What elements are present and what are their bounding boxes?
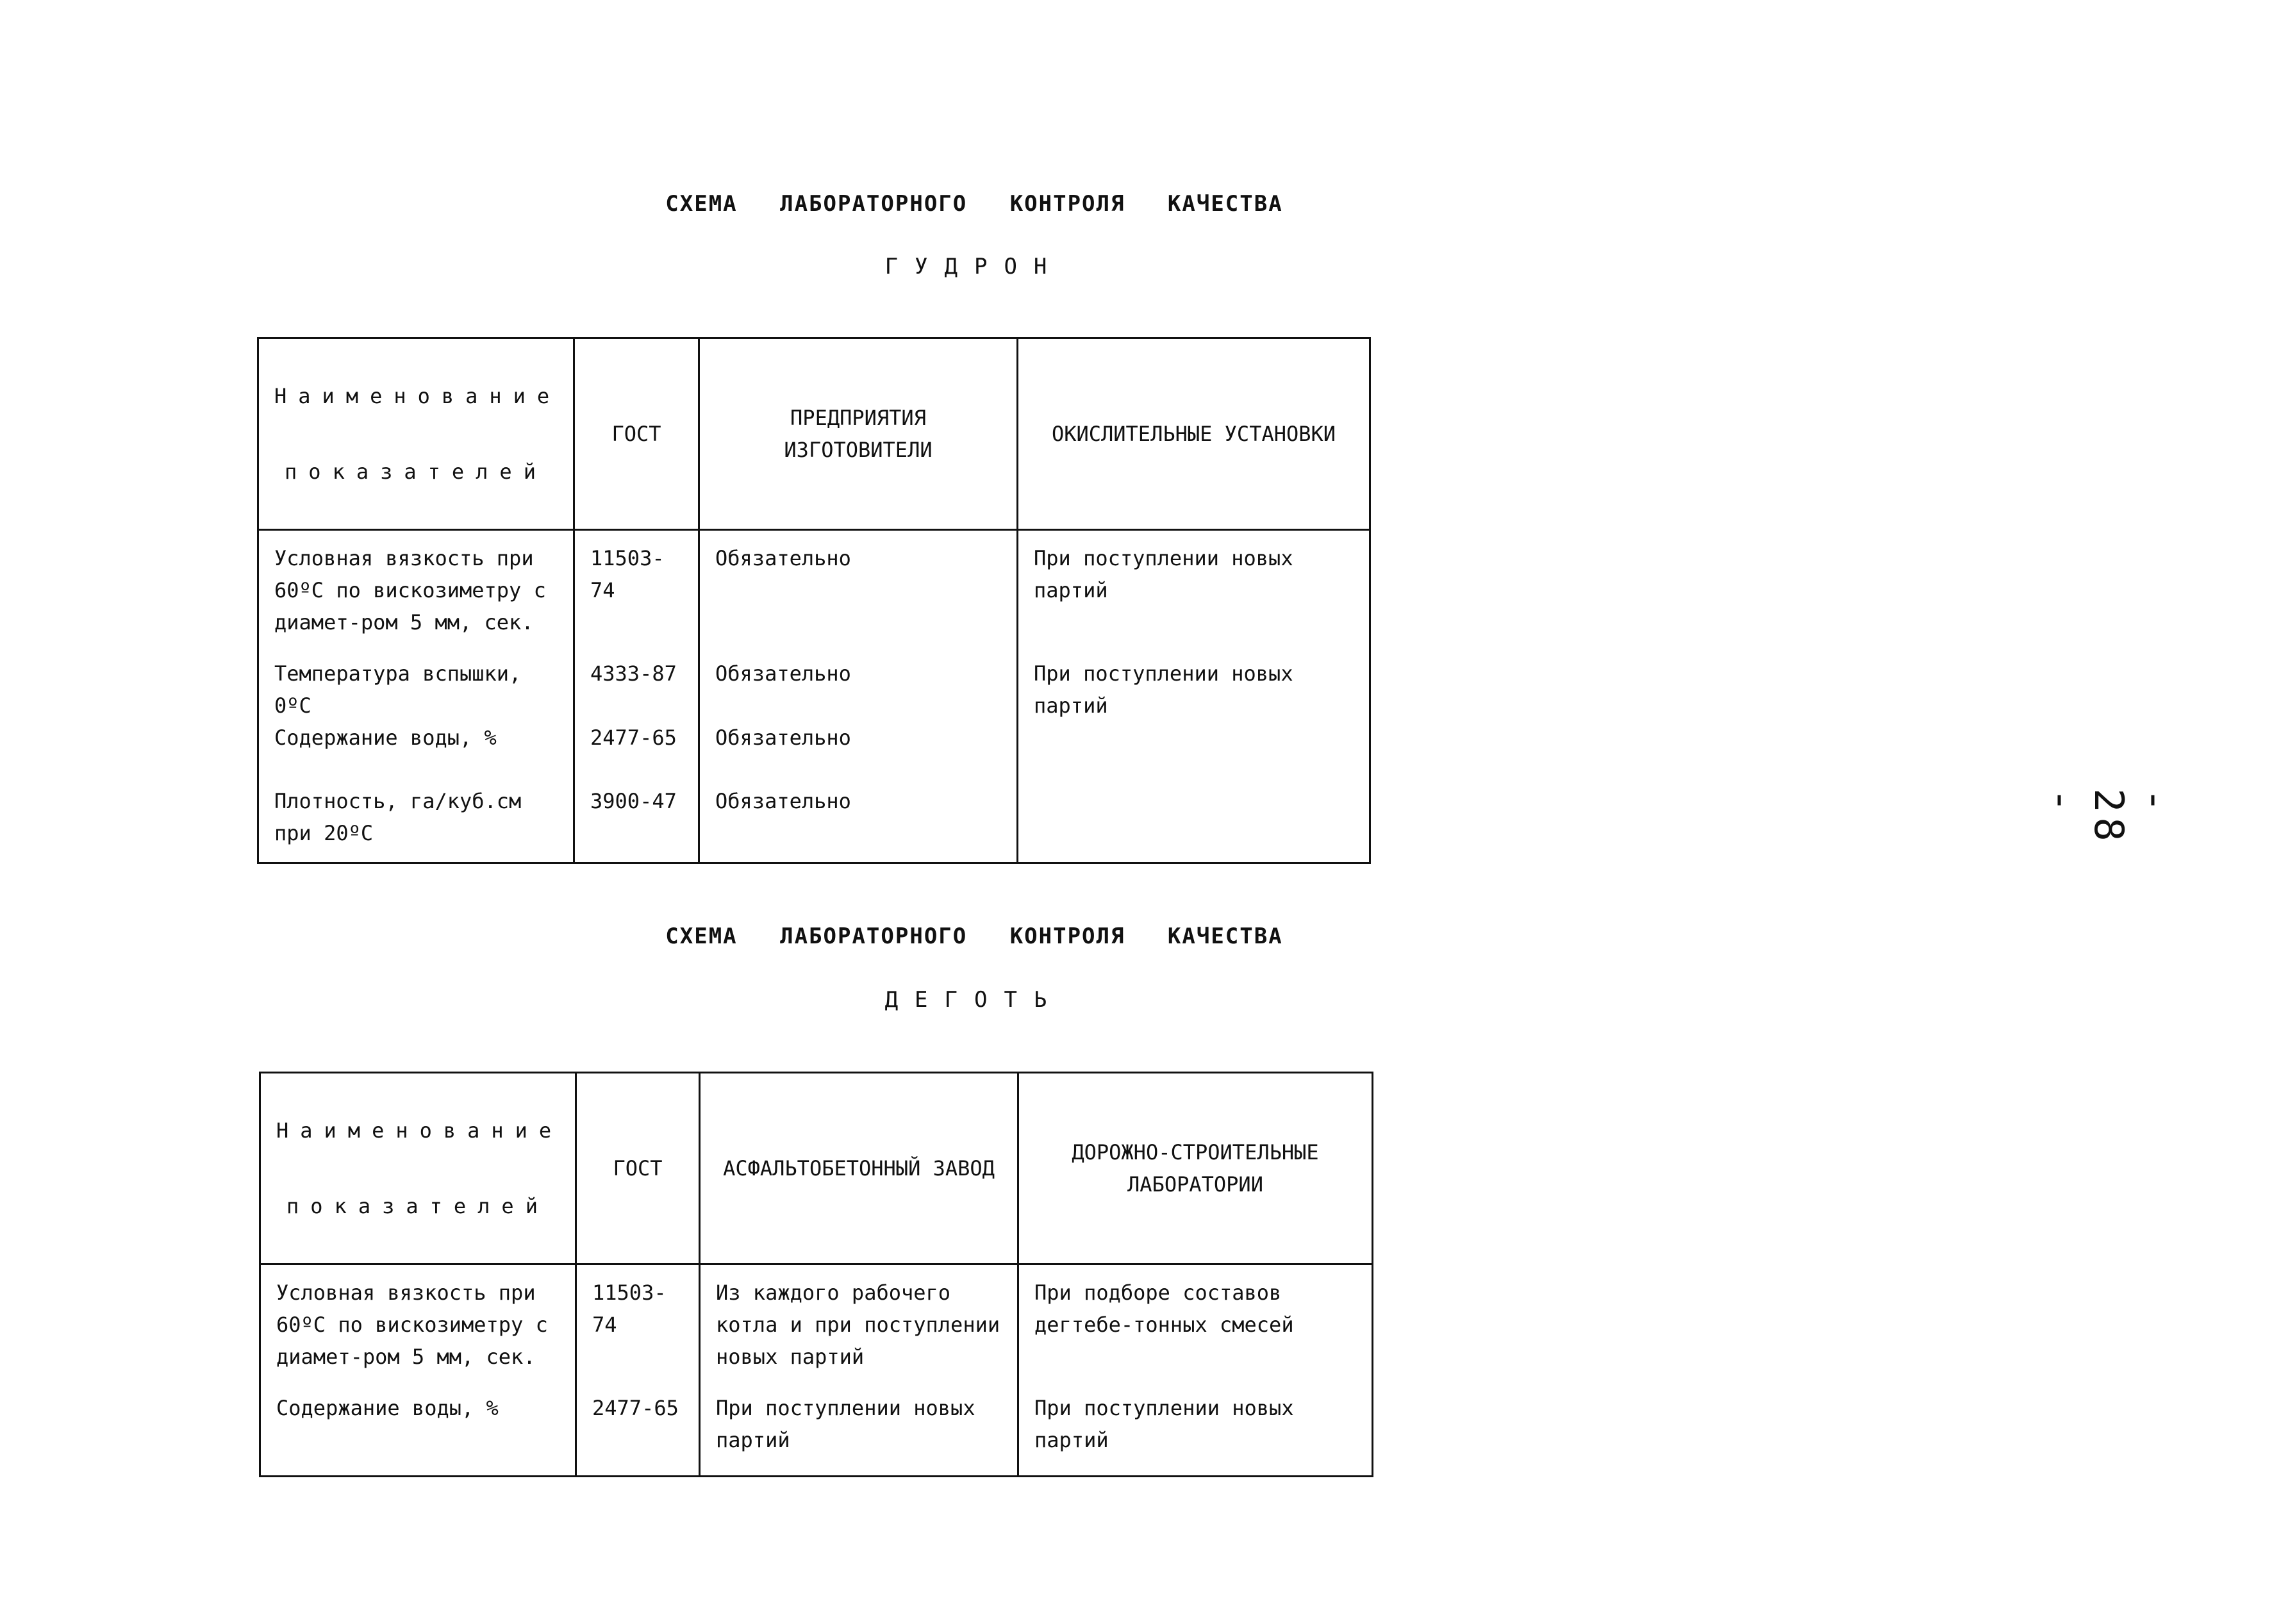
header-indicator-name: Наименование показателей bbox=[258, 338, 574, 530]
quality-table-gudron bbox=[257, 337, 1371, 864]
header-gost: ГОСТ bbox=[574, 338, 699, 530]
cell-col1: Обязательно bbox=[699, 722, 1018, 785]
cell-col2: При подборе составов дегтебе-тонных смесей bbox=[1018, 1264, 1373, 1393]
cell-col1: Обязательно bbox=[699, 658, 1018, 722]
cell-gost: 11503-74 bbox=[576, 1264, 700, 1393]
cell-col2: При поступлении новых партий bbox=[1018, 658, 1370, 722]
cell-gost: 2477-65 bbox=[576, 1392, 700, 1477]
cell-gost: 3900-47 bbox=[574, 785, 699, 863]
section1-subtitle: ГУДРОН bbox=[884, 254, 1064, 279]
cell-col2 bbox=[1018, 722, 1370, 785]
section1-title: СХЕМА ЛАБОРАТОРНОГО КОНТРОЛЯ КАЧЕСТВА bbox=[665, 191, 1283, 217]
cell-col1: Из каждого рабочего котла и при поступлении новых партий bbox=[700, 1264, 1018, 1393]
cell-indicator: Температура вспышки, 0ºС bbox=[258, 658, 574, 722]
cell-col2 bbox=[1018, 785, 1370, 863]
section2-subtitle: ДЕГОТЬ bbox=[884, 987, 1064, 1013]
header-gost: ГОСТ bbox=[576, 1073, 700, 1264]
cell-indicator: Условная вязкость при 60ºС по вискозиметру с диамет-ром 5 мм, сек. bbox=[260, 1264, 576, 1393]
table-row bbox=[260, 1392, 1373, 1477]
cell-col1: Обязательно bbox=[699, 785, 1018, 863]
section2-title: СХЕМА ЛАБОРАТОРНОГО КОНТРОЛЯ КАЧЕСТВА bbox=[665, 924, 1283, 949]
cell-col2: При поступлении новых партий bbox=[1018, 1392, 1373, 1477]
table-row bbox=[258, 722, 1370, 785]
quality-table-degot bbox=[259, 1072, 1373, 1477]
cell-indicator: Плотность, га/куб.см при 20ºС bbox=[258, 785, 574, 863]
table-row bbox=[260, 1264, 1373, 1393]
page-number: - 28 - bbox=[2039, 788, 2179, 847]
header-indicator-name: Наименование показателей bbox=[260, 1073, 576, 1264]
table-row bbox=[258, 785, 1370, 863]
header-oxidation-units: ОКИСЛИТЕЛЬНЫЕ УСТАНОВКИ bbox=[1018, 338, 1370, 530]
cell-gost: 4333-87 bbox=[574, 658, 699, 722]
table-row bbox=[258, 530, 1370, 658]
cell-indicator: Содержание воды, % bbox=[258, 722, 574, 785]
header-asphalt-plant: АСФАЛЬТОБЕТОННЫЙ ЗАВОД bbox=[700, 1073, 1018, 1264]
cell-gost: 2477-65 bbox=[574, 722, 699, 785]
cell-gost: 11503-74 bbox=[574, 530, 699, 658]
cell-col2: При поступлении новых партий bbox=[1018, 530, 1370, 658]
cell-col1: При поступлении новых партий bbox=[700, 1392, 1018, 1477]
table-row bbox=[258, 658, 1370, 722]
cell-col1: Обязательно bbox=[699, 530, 1018, 658]
cell-indicator: Содержание воды, % bbox=[260, 1392, 576, 1477]
cell-indicator: Условная вязкость при 60ºС по вискозиметру с диамет-ром 5 мм, сек. bbox=[258, 530, 574, 658]
header-manufacturers: ПРЕДПРИЯТИЯ ИЗГОТОВИТЕЛИ bbox=[699, 338, 1018, 530]
header-road-labs: ДОРОЖНО-СТРОИТЕЛЬНЫЕ ЛАБОРАТОРИИ bbox=[1018, 1073, 1373, 1264]
